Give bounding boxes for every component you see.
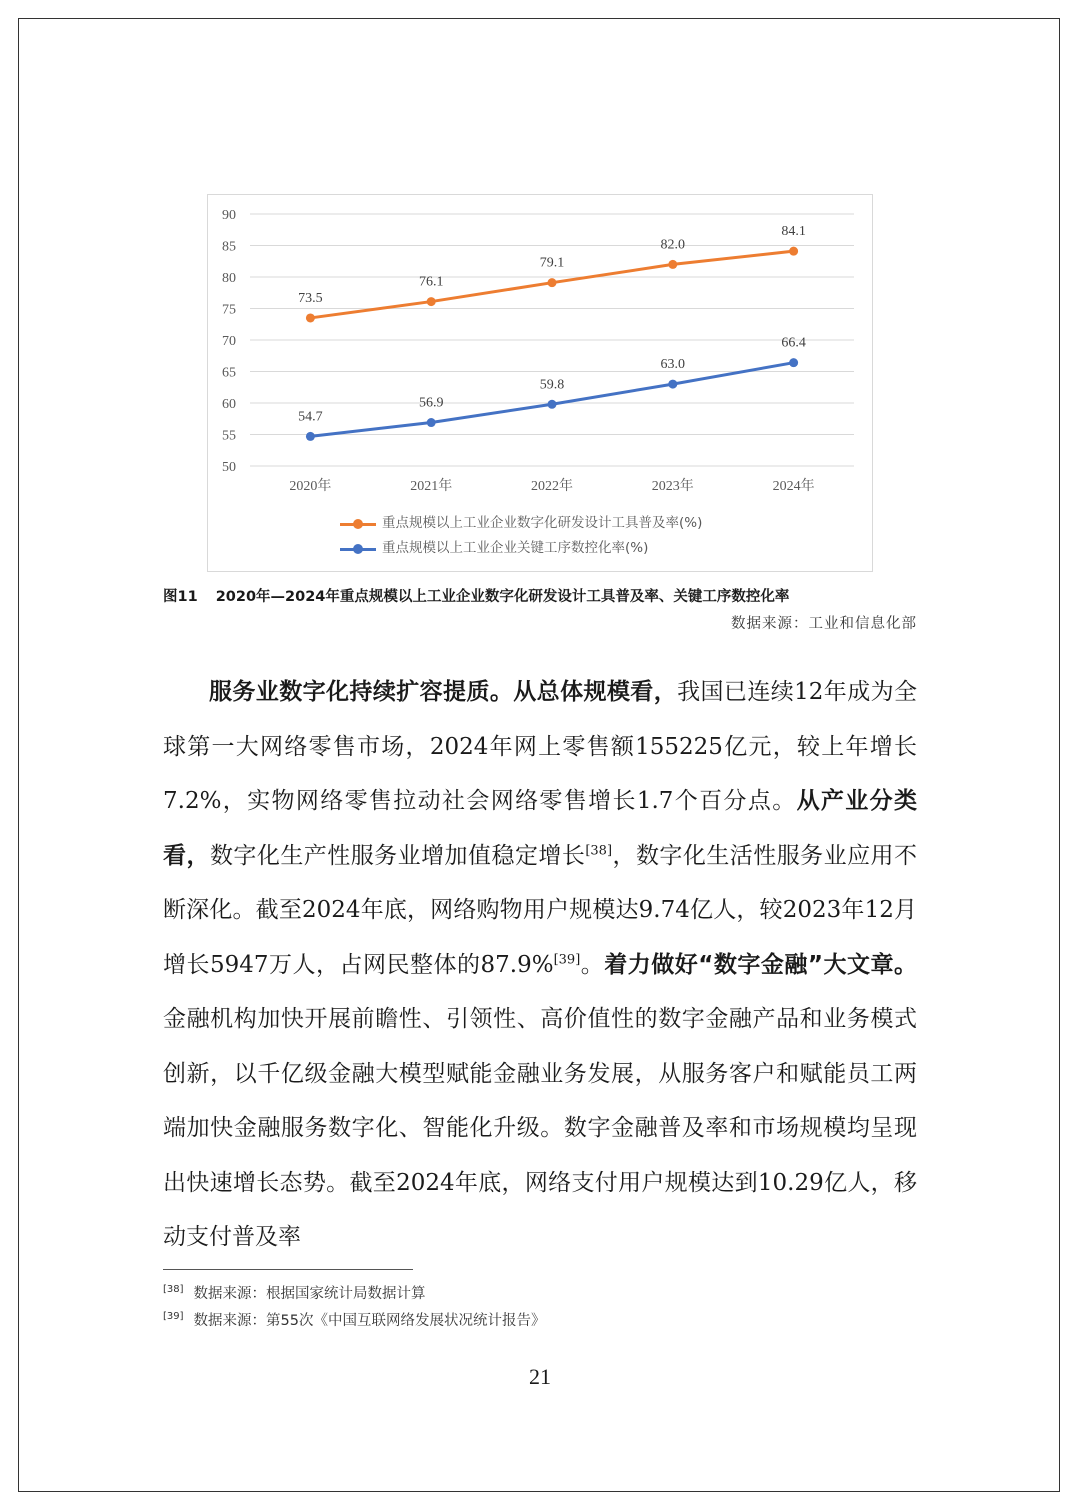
- y-tick-label: 65: [222, 365, 236, 381]
- text-industry-end: 。: [580, 951, 605, 978]
- footnote-39-text: 数据来源：第55次《中国互联网络发展状况统计报告》: [193, 1313, 546, 1329]
- text-total-scale: 我国已连续12年成为全球第一大网络零售市场，2024年网上零售额155225亿元，较上年增长7.2%，实物网络零售拉动社会网络零售增长1.7个百分点。: [163, 679, 918, 814]
- figure-source: 数据来源：工业和信息化部: [731, 616, 917, 632]
- page-number: 21: [529, 1364, 551, 1389]
- data-label: 59.8: [539, 377, 565, 393]
- data-label: 76.1: [418, 274, 444, 290]
- x-tick-label: 2023年: [651, 479, 694, 494]
- legend-item-blue: [340, 536, 702, 561]
- series-line: [310, 363, 793, 437]
- data-point: [427, 418, 436, 427]
- footnote-38: [163, 1282, 426, 1303]
- y-tick-label: 55: [222, 428, 236, 444]
- text-industry-2: ，数字化生活性服务业应用不断深化。截至2024年底，网络购物用户规模达9.74亿人，较2023年12月增长5947万人，占网民整体的87.9%: [163, 842, 918, 978]
- lead-heading: 服务业数字化持续扩容提质。: [209, 679, 514, 705]
- x-tick-label: 2021年: [410, 479, 453, 494]
- footnote-ref-38[interactable]: [38]: [585, 842, 613, 858]
- data-label: 66.4: [781, 335, 806, 351]
- data-label: 79.1: [539, 255, 565, 271]
- data-label: 73.5: [298, 290, 323, 306]
- data-label: 56.9: [418, 395, 444, 411]
- data-point: [789, 247, 798, 256]
- line-chart: [207, 194, 873, 572]
- footnote-ref-39[interactable]: [39]: [553, 951, 581, 967]
- subheading-industry: 从产业分类看，: [163, 788, 918, 869]
- legend-label-orange: 重点规模以上工业企业数字化研发设计工具普及率(%): [382, 515, 703, 531]
- data-point: [668, 380, 677, 389]
- data-label: 63.0: [660, 357, 686, 373]
- footnote-39-ref: [39]: [163, 1311, 184, 1323]
- data-label: 54.7: [298, 409, 323, 425]
- data-point: [548, 400, 557, 409]
- text-industry: 数字化生产性服务业增加值稳定增长: [209, 842, 586, 869]
- subheading-total-scale: 从总体规模看，: [513, 679, 678, 705]
- data-point: [548, 278, 557, 287]
- data-point: [789, 358, 798, 367]
- x-tick-label: 2022年: [531, 479, 573, 494]
- footnote-39: [163, 1309, 545, 1330]
- footnote-divider: [163, 1269, 413, 1270]
- legend-item-orange: [340, 511, 702, 536]
- x-tick-label: 2024年: [772, 479, 815, 494]
- footnote-38-text: 数据来源：根据国家统计局数据计算: [193, 1286, 426, 1302]
- figure-number: 图11: [163, 589, 198, 605]
- legend-swatch-orange: [340, 517, 376, 531]
- figure-caption: [163, 585, 789, 606]
- data-point: [427, 297, 436, 306]
- body-paragraph: [163, 665, 917, 1265]
- footnote-38-ref: [38]: [163, 1284, 184, 1296]
- data-label: 84.1: [781, 224, 806, 240]
- chart-legend: [340, 511, 702, 561]
- y-tick-label: 75: [222, 302, 236, 318]
- y-tick-label: 80: [222, 271, 236, 286]
- legend-label-blue: 重点规模以上工业企业关键工序数控化率(%): [382, 540, 649, 556]
- x-tick-label: 2020年: [289, 479, 332, 494]
- figure-caption-text: 2020年—2024年重点规模以上工业企业数字化研发设计工具普及率、关键工序数控化率: [215, 589, 790, 605]
- y-tick-label: 85: [222, 239, 236, 255]
- data-point: [306, 432, 315, 441]
- data-point: [306, 313, 315, 322]
- text-digital-finance: 金融机构加快开展前瞻性、引领性、高价值性的数字金融产品和业务模式创新，以千亿级金融大模型赋能金融业务发展，从服务客户和赋能员工两端加快金融服务数字化、智能化升级。数字金融普及率和市场规模均呈现出快速增长态势。截至2024年底，网络支付用户规模达到10.29亿人，移动支付普及率: [163, 1006, 917, 1250]
- y-tick-label: 70: [222, 334, 236, 349]
- data-label: 82.0: [660, 237, 686, 253]
- legend-swatch-blue: [340, 542, 376, 556]
- y-tick-label: 50: [222, 460, 236, 475]
- subheading-digital-finance: 着力做好“数字金融”大文章。: [604, 951, 917, 978]
- y-tick-label: 60: [222, 397, 236, 412]
- y-tick-label: 90: [222, 208, 236, 223]
- data-point: [668, 260, 677, 269]
